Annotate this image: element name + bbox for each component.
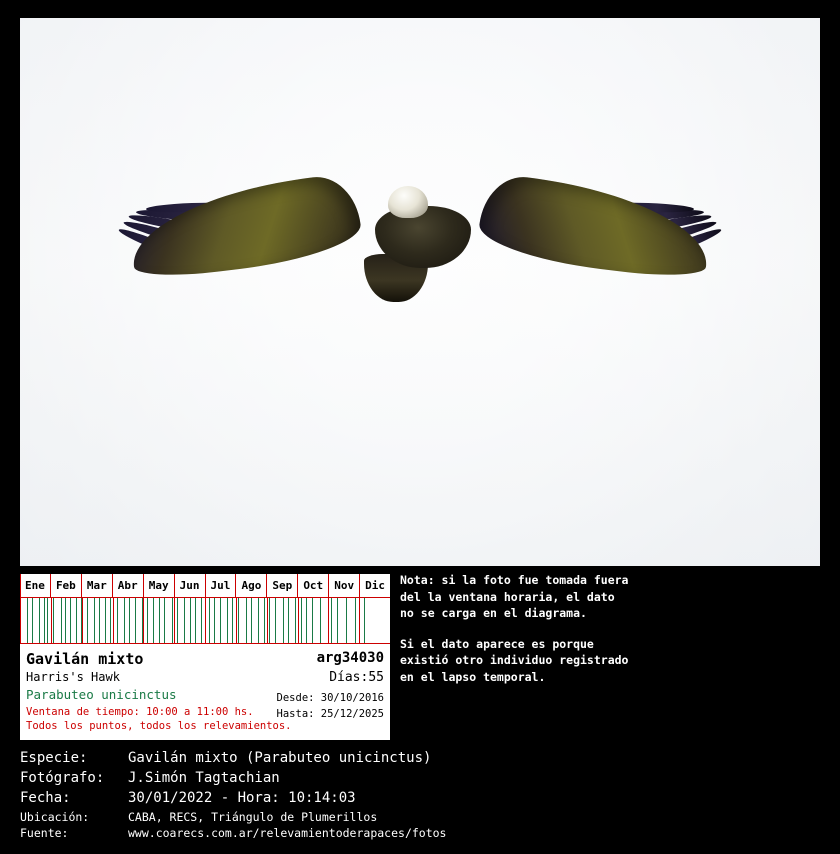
month-separator [298,598,299,643]
info-value: Gavilán mixto (Parabuteo unicinctus) [128,750,432,766]
record-tick [76,598,77,643]
species-english-name: Harris's Hawk [26,670,120,684]
record-tick [258,598,259,643]
record-tick [94,598,95,643]
bird-photo [20,18,820,566]
info-label: Fuente: [20,826,69,840]
record-tick [172,598,173,643]
info-label: Especie: [20,750,88,766]
month-separator [174,598,175,643]
species-meta [20,644,390,740]
record-tick [184,598,185,643]
record-code: arg34030 [316,650,384,666]
info-value: J.Simón Tagtachian [128,770,280,786]
record-tick [129,598,130,643]
month-cell-jun: Jun [175,574,206,597]
month-cell-oct: Oct [298,574,329,597]
record-tick [159,598,160,643]
records-tick-strip [20,598,390,644]
record-tick [346,598,347,643]
info-row [20,770,820,786]
info-row [20,790,820,806]
month-cell-ene: Ene [20,574,51,597]
record-tick [105,598,106,643]
time-window-note: Ventana de tiempo: 10:00 a 11:00 hs. [26,706,254,718]
info-label: Fecha: [20,790,71,806]
month-cell-may: May [144,574,175,597]
info-row [20,750,820,766]
record-tick [147,598,148,643]
info-value: 30/01/2022 - Hora: 10:14:03 [128,790,356,806]
all-points-note: Todos los puntos, todos los relevamientos. [26,720,292,732]
species-common-name: Gavilán mixto [26,650,144,668]
month-separator [51,598,52,643]
month-separator [113,598,114,643]
record-tick [32,598,33,643]
days-count: Días:55 [329,670,384,685]
month-cell-dic: Dic [365,579,386,592]
hawk-figure [120,168,720,328]
month-header-row [20,574,390,598]
month-separator [82,598,83,643]
record-tick [283,598,284,643]
month-cell-feb: Feb [51,574,82,597]
record-tick [44,598,45,643]
month-separator [20,598,21,643]
month-separator [328,598,329,643]
record-tick [99,598,100,643]
info-label: Fotógrafo: [20,770,105,786]
record-tick [164,598,165,643]
record-tick [214,598,215,643]
record-tick [27,598,28,643]
record-tick [238,598,239,643]
record-tick [364,598,365,643]
record-tick [331,598,332,643]
record-tick [337,598,338,643]
record-tick [47,598,48,643]
info-row [20,826,820,840]
record-tick [195,598,196,643]
phenology-diagram [20,574,390,740]
info-value: CABA, RECS, Triángulo de Plumerillos [128,810,378,824]
record-tick [312,598,313,643]
month-separator [236,598,237,643]
month-cell-jul: Jul [206,574,237,597]
month-cell-abr: Abr [113,574,144,597]
month-cell-nov: Nov [329,574,360,597]
notes-block [400,572,630,699]
record-tick [124,598,125,643]
info-value: www.coarecs.com.ar/relevamientoderapaces/fotos [128,826,447,840]
species-scientific-name: Parabuteo unicinctus [26,687,177,702]
record-tick [81,598,82,643]
head [388,186,428,218]
record-tick [320,598,321,643]
info-row [20,810,820,824]
month-cell-ago: Ago [236,574,267,597]
date-from: Desde: 30/10/2016 [276,692,384,704]
record-tick [190,598,191,643]
record-tick [209,598,210,643]
date-to: Hasta: 25/12/2025 [276,708,384,720]
note-paragraph-1: Nota: si la foto fue tomada fuera del la ventana horaria, el dato no se carga en el diagrama. [400,573,629,620]
record-tick [288,598,289,643]
month-separator [267,598,268,643]
month-separator [359,598,360,643]
record-tick [264,598,265,643]
photo-sky-background [20,18,820,566]
record-tick [135,598,136,643]
record-tick [251,598,252,643]
month-cell-sep: Sep [267,574,298,597]
record-tick [87,598,88,643]
record-tick [177,598,178,643]
record-tick [306,598,307,643]
record-tick [227,598,228,643]
record-tick [39,598,40,643]
month-cell-mar: Mar [82,574,113,597]
month-separator [143,598,144,643]
record-tick [232,598,233,643]
month-separator [205,598,206,643]
note-paragraph-2: Si el dato aparece es porque existió otro individuo registrado en el lapso temporal. [400,636,629,684]
record-tick [53,598,54,643]
left-wing [126,172,364,281]
record-tick [65,598,66,643]
record-tick [301,598,302,643]
record-tick [61,598,62,643]
record-tick [220,598,221,643]
record-tick [110,598,111,643]
record-tick [201,598,202,643]
right-wing [476,172,714,281]
record-tick [142,598,143,643]
record-tick [246,598,247,643]
photo-info-block [20,750,820,842]
record-tick [275,598,276,643]
record-tick [295,598,296,643]
info-label: Ubicación: [20,810,90,824]
record-tick [153,598,154,643]
record-tick [269,598,270,643]
record-tick [355,598,356,643]
record-tick [117,598,118,643]
record-tick [70,598,71,643]
